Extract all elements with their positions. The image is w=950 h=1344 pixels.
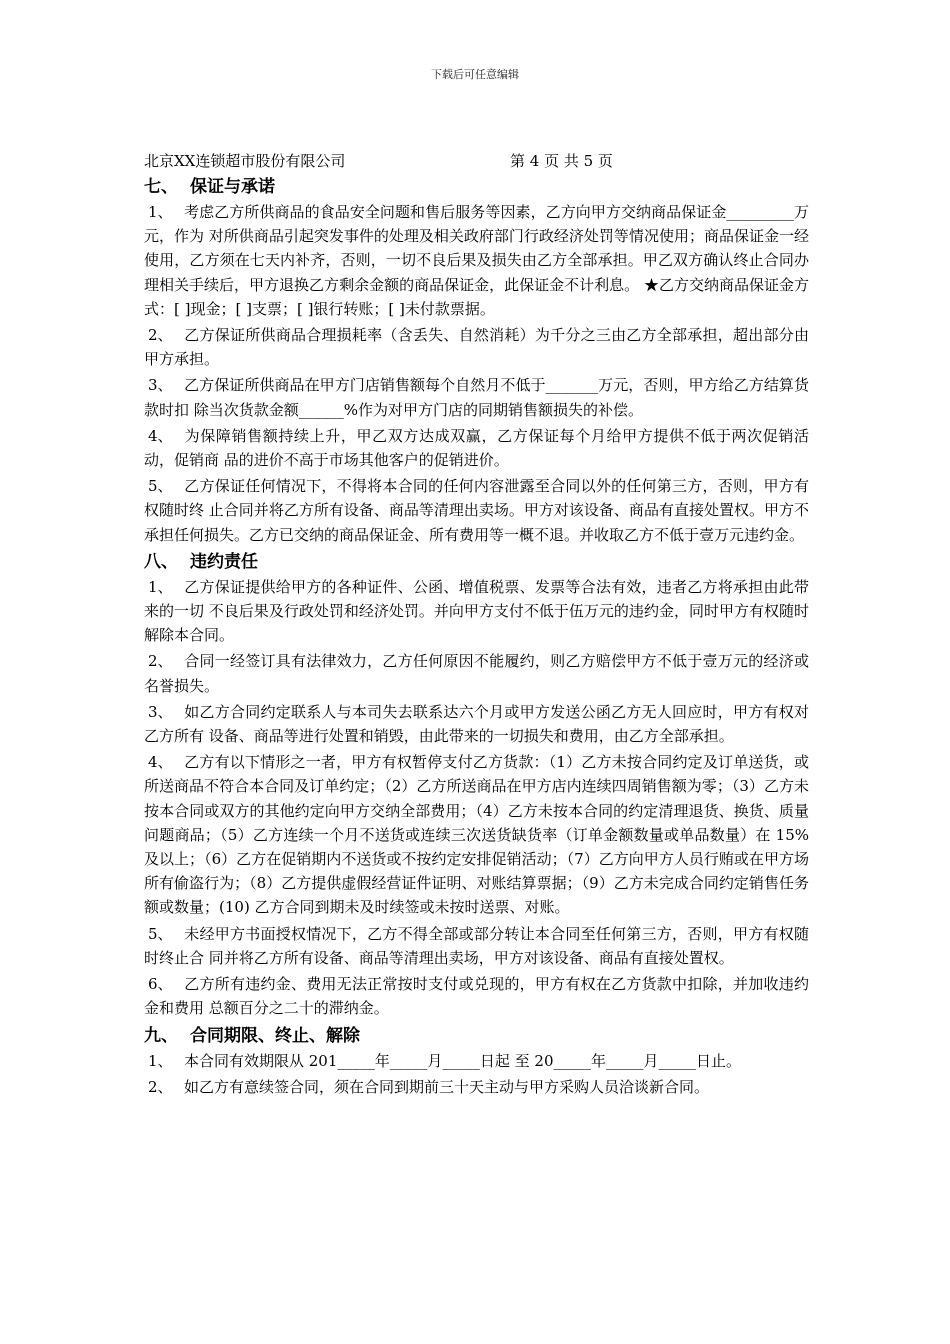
- clause: [144, 1049, 809, 1073]
- section-number: 七、: [144, 177, 178, 197]
- section-number: 八、: [144, 551, 178, 572]
- clause: [144, 700, 809, 748]
- document-body: [144, 148, 809, 1101]
- section-title: 保证与承诺: [190, 177, 275, 197]
- clause-number: 6、: [148, 975, 173, 994]
- clause-number: 5、: [148, 924, 173, 943]
- clause: [144, 424, 809, 472]
- clause-text: 乙方所有违约金、费用无法正常按时支付或兑现的，甲方有权在乙方货款中扣除，并加收违约金和费用 总额百分之二十的滞纳金。: [144, 975, 809, 1018]
- clause-number: 5、: [148, 477, 173, 496]
- clause-text: 未经甲方书面授权情况下，乙方不得全部或部分转让本合同至任何第三方，否则，甲方有权随时终止合 同并将乙方所有设备、商品等清理出卖场，甲方对该设备、商品有直接处置权。: [144, 924, 809, 967]
- clause: [144, 972, 809, 1020]
- clause-text: 乙方保证提供给甲方的各种证件、公函、增值税票、发票等合法有效，违者乙方将承担由此带来的一切 不良后果及行政处罚和经济处罚。并向甲方支付不低于伍万元的违约金，同时甲方有权随时解除本合同。: [144, 577, 809, 645]
- clause: [144, 323, 809, 371]
- clause: [144, 922, 809, 970]
- clause-number: 2、: [148, 326, 173, 345]
- clause-number: 1、: [148, 577, 173, 596]
- section-title: 违约责任: [190, 551, 258, 572]
- clause-text: 乙方保证所供商品在甲方门店销售额每个自然月不低于_______万元，否则，甲方给乙方结算货款时扣 除当次货款金额______%作为对甲方门店的同期销售额损失的补偿。: [144, 376, 809, 419]
- clause-text: 乙方有以下情形之一者，甲方有权暂停支付乙方货款：（1）乙方未按合同约定及订单送货，或所送商品不符合本合同及订单约定；（2）乙方所送商品在甲方店内连续四周销售额为零；（3）乙方未按本合同或双方的其他约定向甲方交纳全部费用；（4）乙方未按本合同的约定清理退货、换货、质量问题商品；（5）乙方连续一个月不送货或连续三次送货缺货率（订单金额数量或单品数量）在 15%及以上；（6）乙方在促销期内不送货或不按约定安排促销活动；（7）乙方向甲方人员行贿或在甲方场所有偷盗行为；（8）乙方提供虚假经营证件证明、对账结算票据；（9）乙方未完成合同约定销售任务额或数量；(10) 乙方合同到期未及时续签或未按时送票、对账。: [144, 753, 809, 917]
- clause-number: 1、: [148, 203, 173, 221]
- clause-number: 2、: [148, 652, 173, 671]
- clause-number: 4、: [148, 753, 173, 772]
- clause: [144, 575, 809, 648]
- section-heading: [144, 174, 809, 200]
- clause-text: 如乙方有意续签合同，须在合同到期前三十天主动与甲方采购人员洽谈新合同。: [184, 1077, 710, 1096]
- clause-number: 2、: [148, 1077, 173, 1096]
- clause: [144, 200, 809, 321]
- clause-number: 3、: [148, 376, 173, 395]
- section-title: 合同期限、终止、解除: [190, 1025, 360, 1046]
- section-number: 九、: [144, 1025, 178, 1046]
- page-header: [144, 148, 809, 174]
- page-number: 第 4 页 共 5 页: [510, 152, 613, 170]
- clause-text: 合同一经签订具有法律效力，乙方任何原因不能履约，则乙方赔偿甲方不低于壹万元的经济或名誉损失。: [144, 652, 809, 695]
- clause: [144, 373, 809, 421]
- clause: [144, 1075, 809, 1099]
- clause-text: 本合同有效期限从 201_____年_____月_____日起 至 20_____年_____月_____日止。: [184, 1051, 742, 1070]
- clause-number: 1、: [148, 1051, 173, 1070]
- section-heading: [144, 1023, 809, 1049]
- clause-text: 如乙方合同约定联系人与本司失去联系达六个月或甲方发送公函乙方无人回应时，甲方有权对乙方所有 设备、商品等进行处置和销毁，由此带来的一切损失和费用，由乙方全部承担。: [144, 702, 809, 746]
- clause-text: 考虑乙方所供商品的食品安全问题和售后服务等因素，乙方向甲方交纳商品保证金_________万元，作为 对所供商品引起突发事件的处理及相关政府部门行政经济处罚等情况使用；商品保证金一经使用，乙方须在七天内补齐，否则，一切不良后果及损失由乙方全部承担。甲乙双方确认终止合同办理相关手续后，甲方退换乙方剩余金额的商品保证金，此保证金不计利息。 ★乙方交纳商品保证金方式：[ ]现金；[ ]支票；[ ]银行转账；[ ]未付款票据。: [144, 203, 809, 318]
- clause-number: 4、: [148, 426, 173, 445]
- clause-text: 乙方保证任何情况下，不得将本合同的任何内容泄露至合同以外的任何第三方，否则，甲方有权随时终 止合同并将乙方所有设备、商品等清理出卖场。甲方对该设备、商品有直接处置权。甲方不承担任何损失。乙方已交纳的商品保证金、所有费用等一概不退。并收取乙方不低于壹万元违约金。: [144, 477, 809, 544]
- clause: [144, 750, 809, 919]
- section-heading: [144, 549, 809, 575]
- clause-text: 乙方保证所供商品合理损耗率（含丢失、自然消耗）为千分之三由乙方全部承担，超出部分由甲方承担。: [144, 326, 809, 369]
- company-name: 北京XX连锁超市股份有限公司: [144, 152, 346, 170]
- watermark-text: 下载后可任意编辑: [431, 68, 519, 81]
- clause: [144, 649, 809, 697]
- clause-text: 为保障销售额持续上升，甲乙双方达成双赢，乙方保证每个月给甲方提供不低于两次促销活动，促销商 品的进价不高于市场其他客户的促销进价。: [144, 426, 809, 470]
- clause-number: 3、: [148, 702, 173, 721]
- clause: [144, 474, 809, 547]
